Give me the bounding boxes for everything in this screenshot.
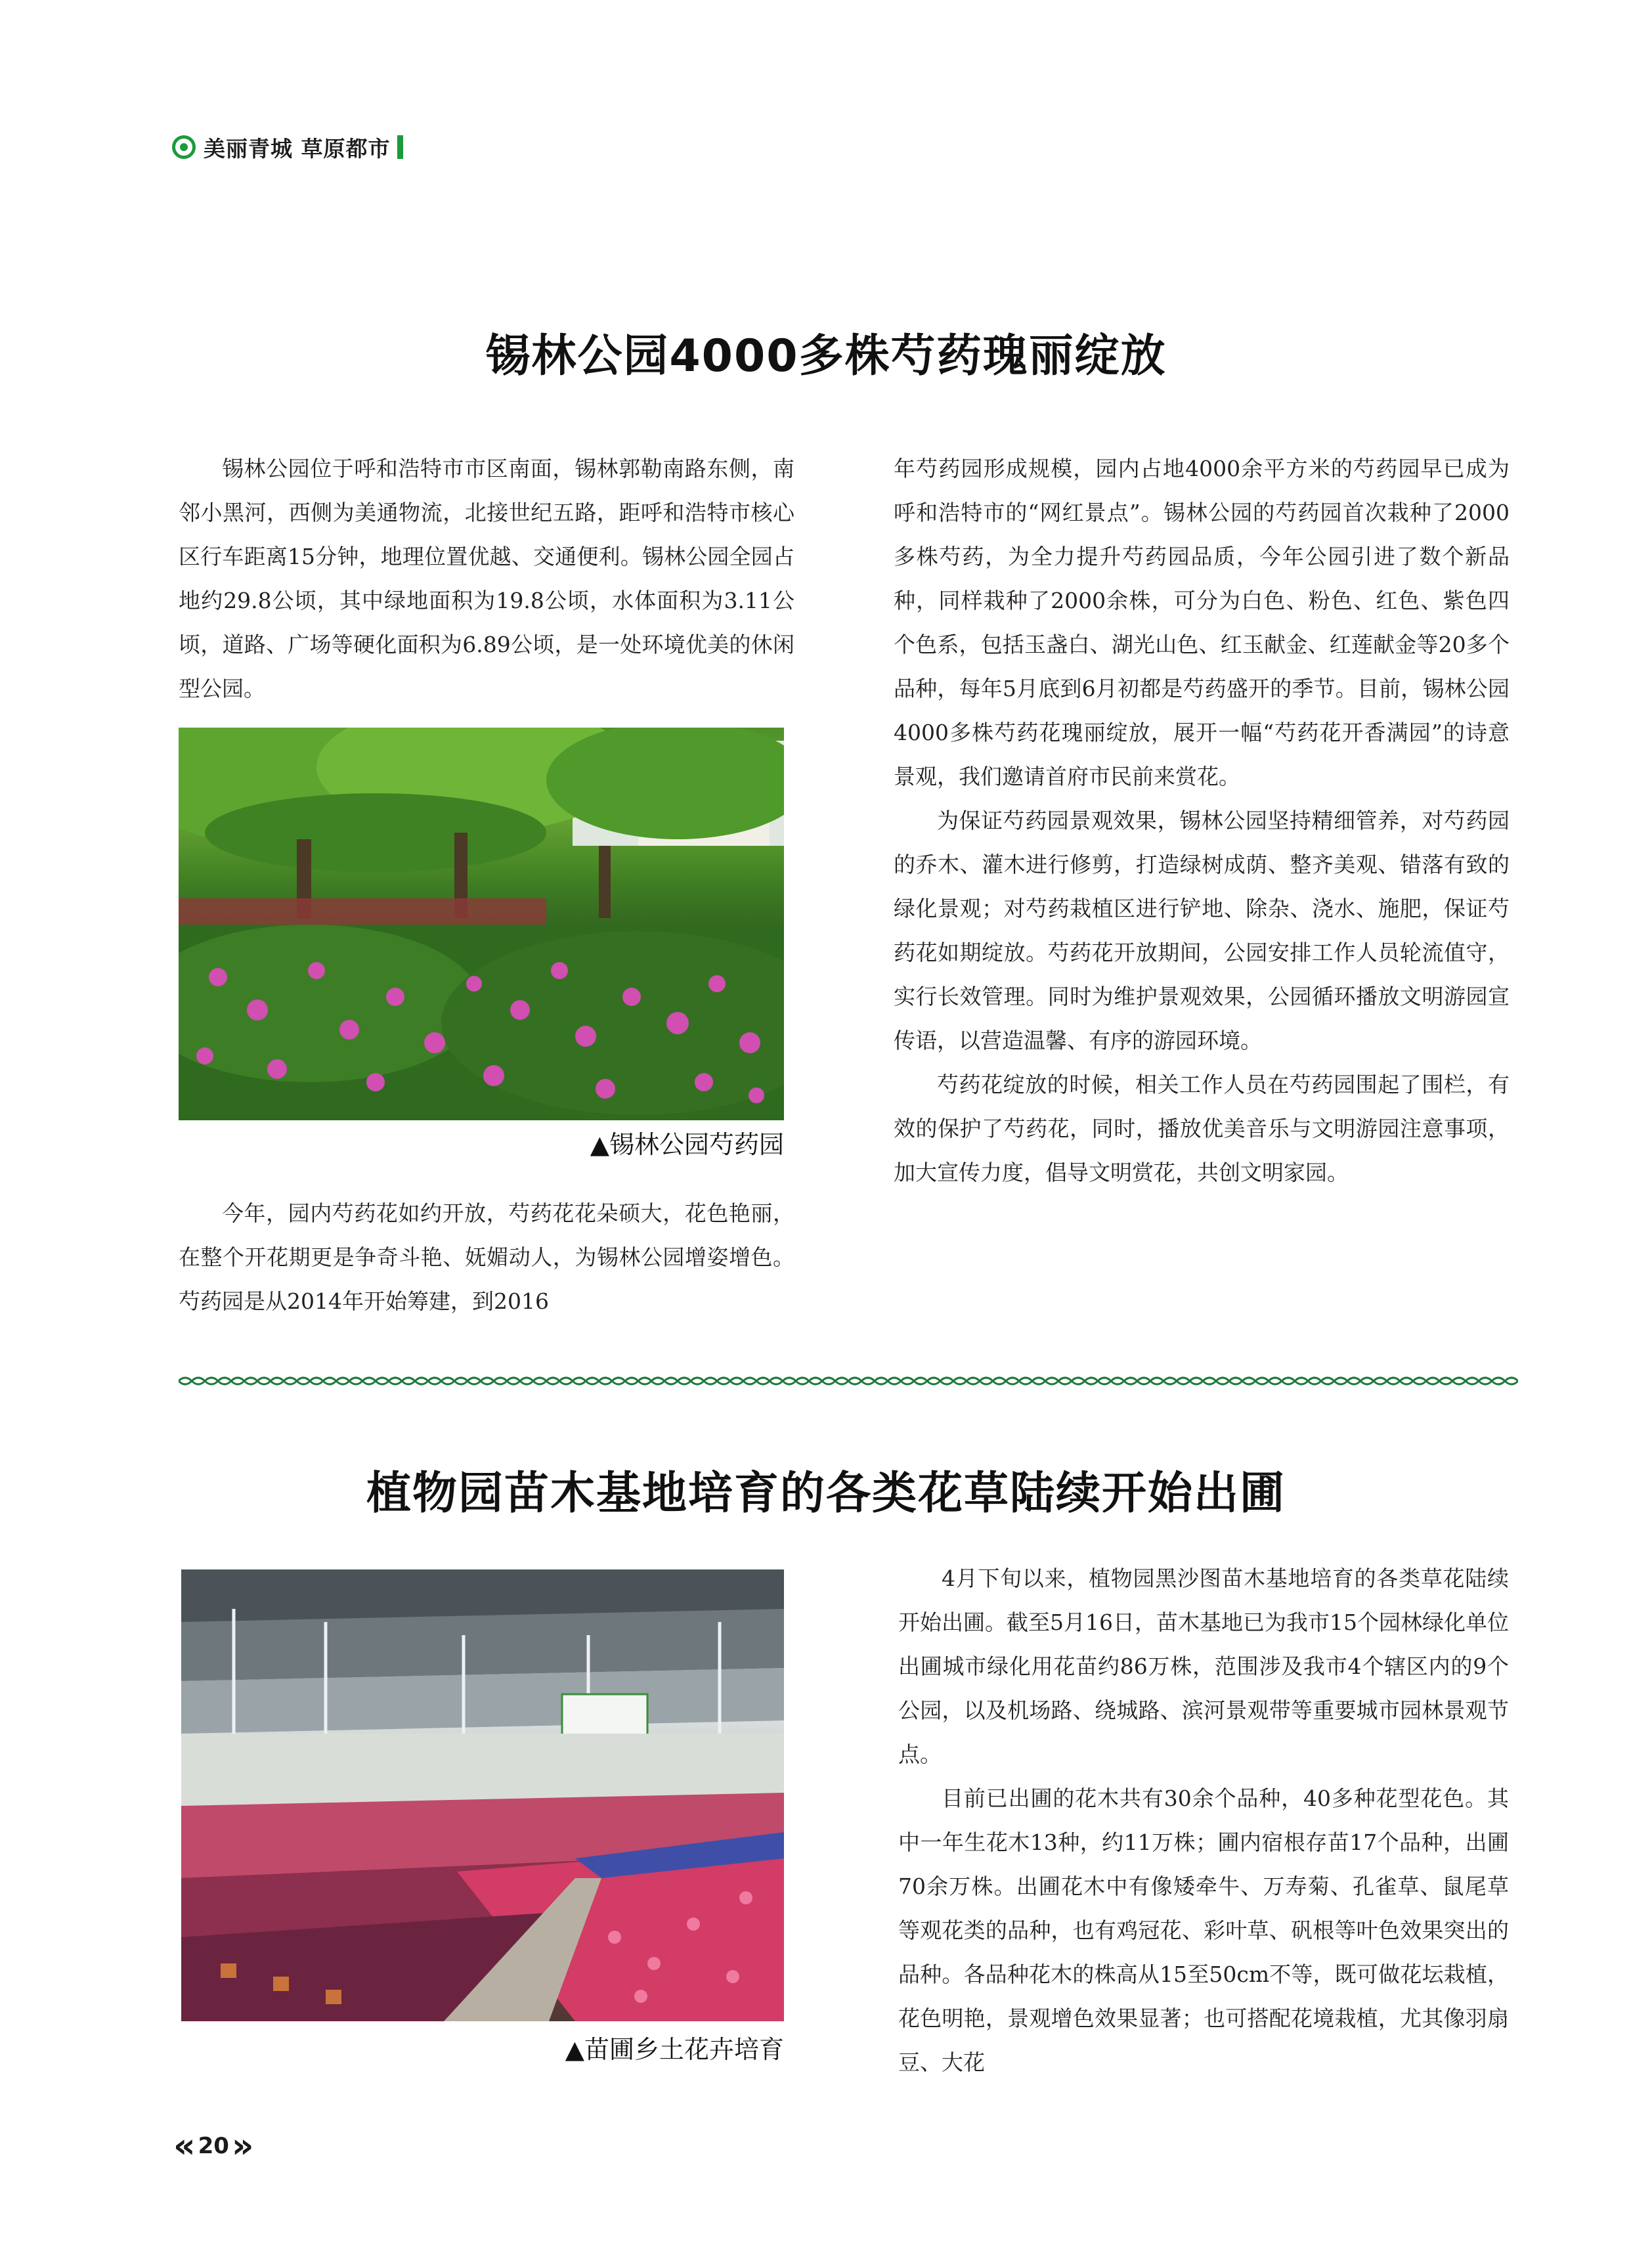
chevron-right-icon: » bbox=[231, 2126, 254, 2166]
article1-paragraph-4: 芍药花绽放的时候，相关工作人员在芍药园围起了围栏，有效的保护了芍药花，同时，播放优美音乐与文明游园注意事项，加大宣传力度，倡导文明赏花，共创文明家园。 bbox=[894, 1072, 1510, 1185]
greenhouse-illustration bbox=[181, 1569, 784, 2021]
greenhouse-nursery-caption: ▲苗圃乡土花卉培育 bbox=[565, 2035, 784, 2064]
section-bar-icon bbox=[397, 135, 403, 159]
page-number: 20 bbox=[198, 2133, 229, 2159]
article2-title: 植物园苗木基地培育的各类花草陆续开始出圃 bbox=[366, 1468, 1286, 1520]
article1-paragraph-2-cont: 年芍药园形成规模，园内占地4000余平方米的芍药园早已成为呼和浩特市的“网红景点”。锡林公园的芍药园首次栽种了2000多株芍药，为全力提升芍药园品质，今年公园引进了数个新品种，同样栽种了2000余株，可分为白色、粉色、红色、紫色四个色系，包括玉盏白、湖光山色、红玉献金、红莲献金等20多个品种，每年5月底到6月初都是芍药盛开的季节。目前，锡林公园4000多株芍药花瑰丽绽放，展开一幅“芍药花开香满园”的诗意景观，我们邀请首府市民前来赏花。 bbox=[894, 456, 1510, 789]
chevron-left-icon: « bbox=[173, 2126, 196, 2166]
peony-garden-caption: ▲锡林公园芍药园 bbox=[590, 1130, 784, 1159]
article1-title: 锡林公园4000多株芍药瑰丽绽放 bbox=[485, 330, 1167, 382]
article1-paragraph-2: 今年，园内芍药花如约开放，芍药花花朵硕大，花色艳丽，在整个开花期更是争奇斗艳、妩媚动人，为锡林公园增姿增色。芍药园是从2014年开始筹建，到2016 bbox=[179, 1200, 794, 1314]
article2-paragraph-1: 4月下旬以来，植物园黑沙图苗木基地培育的各类草花陆续开始出圃。截至5月16日，苗木基地已为我市15个园林绿化单位出圃城市绿化用花苗约86万株，范围涉及我市4个辖区内的9个公园，以及机场路、绕城路、滨河景观带等重要城市园林景观节点。 bbox=[898, 1566, 1509, 1767]
article1-col1-text bbox=[179, 447, 794, 711]
article1-paragraph-1: 锡林公园位于呼和浩特市市区南面，锡林郭勒南路东侧，南邻小黑河，西侧为美通物流，北接世纪五路，距呼和浩特市核心区行车距离15分钟，地理位置优越、交通便利。锡林公园全园占地约29.8公顷，其中绿地面积为19.8公顷，水体面积为3.11公顷，道路、广场等硬化面积为6.89公顷，是一处环境优美的休闲型公园。 bbox=[179, 456, 794, 701]
peony-garden-illustration bbox=[179, 728, 784, 1120]
article1-col2-text bbox=[894, 447, 1510, 1194]
article-divider bbox=[179, 1371, 1518, 1391]
section-logo-icon bbox=[172, 135, 196, 159]
article2-paragraph-2: 目前已出圃的花木共有30余个品种，40多种花型花色。其中一年生花木13种，约11万株；圃内宿根存苗17个品种，出圃70余万株。出圃花木中有像矮牵牛、万寿菊、孔雀草、鼠尾草等观花类的品种，也有鸡冠花、彩叶草、矾根等叶色效果突出的品种。各品种花木的株高从15至50cm不等，既可做花坛栽植，花色明艳，景观增色效果显著；也可搭配花境栽植，尤其像羽扇豆、大花 bbox=[898, 1786, 1509, 2075]
page-number-badge bbox=[173, 2126, 254, 2166]
article1-col1b-text bbox=[179, 1191, 794, 1323]
greenhouse-nursery-photo bbox=[181, 1569, 784, 2021]
peony-garden-photo bbox=[179, 728, 784, 1120]
section-header bbox=[172, 129, 403, 165]
section-label: 美丽青城 草原都市 bbox=[204, 135, 391, 162]
article2-text bbox=[898, 1556, 1509, 2084]
article1-paragraph-3: 为保证芍药园景观效果，锡林公园坚持精细管养，对芍药园的乔木、灌木进行修剪，打造绿树成荫、整齐美观、错落有致的绿化景观；对芍药栽植区进行铲地、除杂、浇水、施肥，保证芍药花如期绽放。芍药花开放期间，公园安排工作人员轮流值守，实行长效管理。同时为维护景观效果，公园循环播放文明游园宣传语，以营造温馨、有序的游园环境。 bbox=[894, 808, 1510, 1053]
